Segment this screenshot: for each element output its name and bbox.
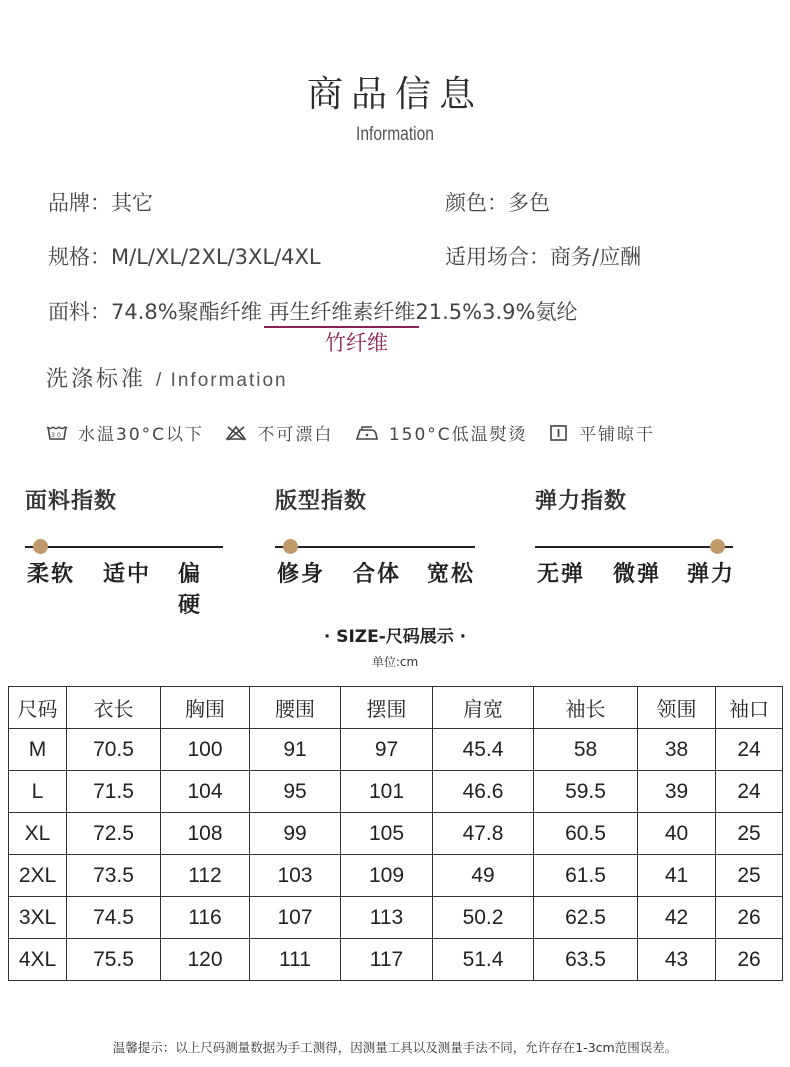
index-marker (33, 539, 48, 554)
dry-flat-icon (549, 424, 569, 442)
table-cell: 100 (161, 729, 250, 771)
table-header-cell: 衣长 (67, 687, 161, 729)
fabric-struck-text: 再生纤维素纤维 (268, 296, 415, 326)
table-header-cell: 胸围 (161, 687, 250, 729)
index-line (25, 546, 223, 548)
index-label-low: 无弹 (537, 562, 586, 587)
stretch-index (535, 484, 736, 587)
index-title: 弹力指数 (535, 489, 628, 514)
table-cell: 24 (716, 729, 783, 771)
table-row (9, 729, 783, 771)
table-header-row (9, 687, 783, 729)
care-label: 不可漂白 (257, 425, 334, 445)
care-label: 150°C低温熨烫 (388, 425, 528, 445)
table-cell: 111 (250, 939, 341, 981)
sizes-info: 规格：M/L/XL/2XL/3XL/4XL (48, 245, 321, 269)
table-header-cell: 腰围 (250, 687, 341, 729)
table-cell: 105 (341, 813, 433, 855)
table-cell: 75.5 (67, 939, 161, 981)
page-title: 商品信息 (306, 74, 483, 115)
table-cell: 3XL (9, 897, 67, 939)
page-subtitle: Information (356, 124, 434, 145)
table-cell: L (9, 771, 67, 813)
table-cell: 45.4 (433, 729, 534, 771)
table-row (9, 771, 783, 813)
table-cell: 63.5 (534, 939, 638, 981)
table-cell: 2XL (9, 855, 67, 897)
index-line (535, 546, 733, 548)
color-info: 颜色：多色 (445, 191, 550, 215)
care-item-wash (46, 420, 204, 445)
fabric-suffix: 21.5%3.9%氨纶 (415, 300, 578, 324)
index-scale (535, 539, 735, 555)
table-cell: 112 (161, 855, 250, 897)
no-bleach-icon (225, 424, 247, 442)
care-item-dry (549, 420, 655, 445)
table-cell: 97 (341, 729, 433, 771)
size-chart-title: · SIZE-尺码展示 · (323, 627, 467, 647)
table-cell: 25 (716, 813, 783, 855)
care-label: 水温30°C以下 (78, 425, 205, 445)
table-cell: 38 (638, 729, 716, 771)
table-cell: 60.5 (534, 813, 638, 855)
fabric-correction: 竹纤维 (325, 331, 388, 355)
brand-info: 品牌：其它 (48, 191, 153, 215)
care-item-iron (355, 420, 528, 445)
table-cell: 103 (250, 855, 341, 897)
table-cell: 107 (250, 897, 341, 939)
table-cell: 46.6 (433, 771, 534, 813)
table-cell: 4XL (9, 939, 67, 981)
size-table (8, 686, 783, 981)
table-cell: 113 (341, 897, 433, 939)
table-cell: 70.5 (67, 729, 161, 771)
table-cell: 95 (250, 771, 341, 813)
fabric-info (48, 296, 577, 326)
wash-title: 洗涤标准 (46, 367, 147, 392)
table-header-cell: 领围 (638, 687, 716, 729)
index-marker (283, 539, 298, 554)
table-cell: 49 (433, 855, 534, 897)
table-row (9, 855, 783, 897)
size-chart-unit: 单位:cm (371, 655, 419, 669)
index-label-mid: 合体 (353, 562, 402, 587)
table-cell: M (9, 729, 67, 771)
table-cell: 116 (161, 897, 250, 939)
table-cell: 24 (716, 771, 783, 813)
iron-150-icon (355, 424, 379, 442)
table-cell: 91 (250, 729, 341, 771)
table-cell: 47.8 (433, 813, 534, 855)
table-cell: 120 (161, 939, 250, 981)
table-cell: 26 (716, 939, 783, 981)
table-cell: 59.5 (534, 771, 638, 813)
table-cell: 42 (638, 897, 716, 939)
index-title: 版型指数 (275, 489, 368, 514)
fabric-prefix: 面料：74.8%聚酯纤维 (48, 300, 269, 324)
table-header-cell: 肩宽 (433, 687, 534, 729)
table-cell: 117 (341, 939, 433, 981)
table-cell: 104 (161, 771, 250, 813)
table-row (9, 939, 783, 981)
index-label-low: 修身 (277, 562, 326, 587)
table-cell: 109 (341, 855, 433, 897)
table-cell: 26 (716, 897, 783, 939)
measurement-tip: 温馨提示：以上尺码测量数据为手工测得，因测量工具以及测量手法不同，允许存在1-3cm范围误差。 (112, 1040, 678, 1055)
table-cell: 39 (638, 771, 716, 813)
table-cell: 72.5 (67, 813, 161, 855)
index-label-mid: 适中 (103, 562, 152, 587)
wash-30-icon (46, 424, 68, 442)
care-label: 平铺晾干 (579, 425, 656, 445)
table-cell: 99 (250, 813, 341, 855)
table-cell: XL (9, 813, 67, 855)
table-cell: 61.5 (534, 855, 638, 897)
table-row (9, 813, 783, 855)
svg-text:30: 30 (51, 431, 63, 439)
wash-subtitle: / Information (156, 370, 288, 391)
table-cell: 108 (161, 813, 250, 855)
table-header-cell: 摆围 (341, 687, 433, 729)
table-header-cell: 袖长 (534, 687, 638, 729)
care-instructions (46, 420, 669, 447)
table-cell: 51.4 (433, 939, 534, 981)
table-row (9, 897, 783, 939)
table-cell: 101 (341, 771, 433, 813)
care-item-bleach (225, 420, 333, 445)
table-cell: 41 (638, 855, 716, 897)
table-cell: 58 (534, 729, 638, 771)
table-cell: 62.5 (534, 897, 638, 939)
table-header-cell: 尺码 (9, 687, 67, 729)
index-marker (710, 539, 725, 554)
table-cell: 25 (716, 855, 783, 897)
wash-heading (46, 362, 288, 393)
fabric-index (25, 484, 225, 618)
table-cell: 50.2 (433, 897, 534, 939)
index-line (275, 546, 475, 548)
occasion-info: 适用场合：商务/应酬 (445, 245, 642, 269)
table-cell: 71.5 (67, 771, 161, 813)
table-header-cell: 袖口 (716, 687, 783, 729)
table-cell: 73.5 (67, 855, 161, 897)
index-label-high: 弹力 (687, 562, 736, 587)
table-cell: 40 (638, 813, 716, 855)
fit-index (275, 484, 476, 587)
index-label-high: 偏硬 (178, 562, 203, 618)
index-scale (275, 539, 475, 555)
index-label-low: 柔软 (27, 562, 76, 587)
index-label-mid: 微弹 (613, 562, 662, 587)
table-cell: 43 (638, 939, 716, 981)
index-scale (25, 539, 225, 555)
index-title: 面料指数 (25, 489, 118, 514)
index-label-high: 宽松 (427, 562, 476, 587)
table-cell: 74.5 (67, 897, 161, 939)
